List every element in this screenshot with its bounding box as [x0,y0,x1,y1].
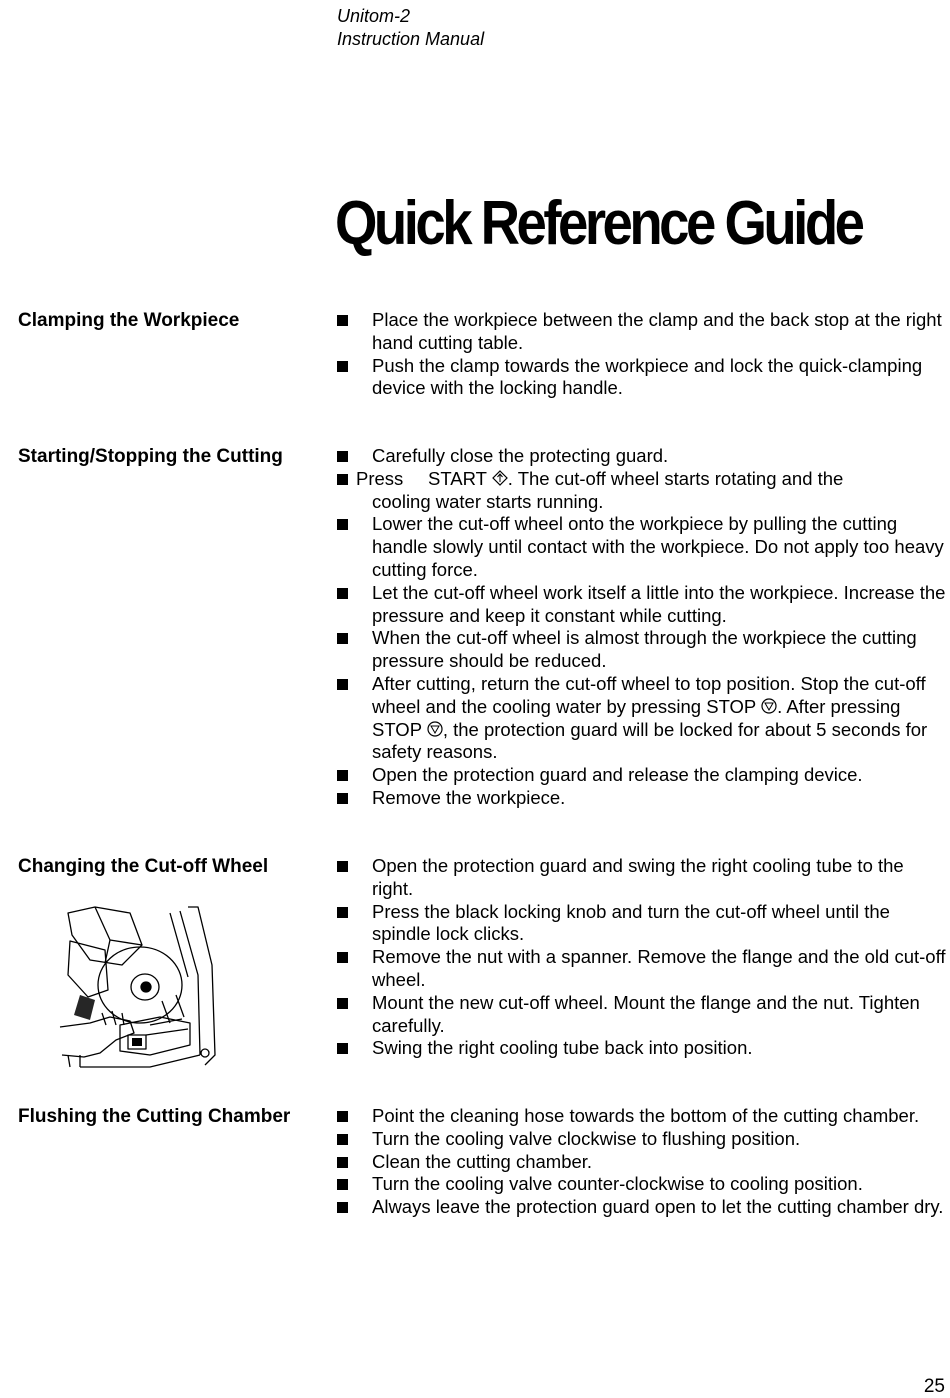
page-title: Quick Reference Guide [335,189,862,258]
list-item: Swing the right cooling tube back into position. [337,1037,947,1060]
instruction-list [337,309,947,400]
square-bullet-icon [337,633,348,644]
header-doc-type: Instruction Manual [337,29,485,49]
square-bullet-icon [337,1134,348,1145]
list-item: Push the clamp towards the workpiece and lock the quick-clamping device with the locking handle. [337,355,947,401]
header-product: Unitom-2 [337,6,411,26]
square-bullet-icon [337,1202,348,1213]
square-bullet-icon [337,679,348,690]
list-item: Mount the new cut-off wheel. Mount the flange and the nut. Tighten carefully. [337,992,947,1038]
square-bullet-icon [337,1111,348,1122]
square-bullet-icon [337,793,348,804]
square-bullet-icon [337,315,348,326]
list-item: Turn the cooling valve clockwise to flushing position. [337,1128,947,1151]
start-label: START [428,467,487,489]
list-item: Always leave the protection guard open to let the cutting chamber dry. [337,1196,947,1219]
instruction-list [337,855,947,1060]
list-item: Remove the workpiece. [337,787,947,810]
square-bullet-icon [337,474,348,485]
list-item: When the cut-off wheel is almost through the workpiece the cutting pressure should be reduced. [337,627,947,673]
list-item: Clean the cutting chamber. [337,1151,947,1174]
square-bullet-icon [337,861,348,872]
list-item: Carefully close the protecting guard. [337,445,947,468]
instruction-list [337,1105,947,1219]
list-item: Open the protection guard and swing the right cooling tube to the right. [337,855,947,901]
section-title: Changing the Cut-off Wheel [18,856,269,877]
square-bullet-icon [337,519,348,530]
list-item: Place the workpiece between the clamp and the back stop at the right hand cutting table. [337,309,947,355]
square-bullet-icon [337,1179,348,1190]
document-header [337,5,484,51]
section-title: Flushing the Cutting Chamber [18,1106,291,1127]
instruction-list [337,445,947,810]
press-label: Press [356,467,404,489]
section-title: Clamping the Workpiece [18,310,240,331]
square-bullet-icon [337,361,348,372]
start-button-icon [492,470,508,486]
square-bullet-icon [337,998,348,1009]
stop-button-icon [761,698,777,714]
square-bullet-icon [337,770,348,781]
list-item: Press the black locking knob and turn the cut-off wheel until the spindle lock clicks. [337,901,947,947]
list-item: Open the protection guard and release the clamping device. [337,764,947,787]
square-bullet-icon [337,588,348,599]
list-item: Point the cleaning hose towards the bottom of the cutting chamber. [337,1105,947,1128]
list-item: Let the cut-off wheel work itself a little into the workpiece. Increase the pressure and keep it constant while cutting. [337,582,947,628]
section-title: Starting/Stopping the Cutting [18,446,283,467]
square-bullet-icon [337,952,348,963]
stop-button-icon [427,721,443,737]
list-item: Remove the nut with a spanner. Remove the flange and the old cut-off wheel. [337,946,947,992]
list-item: Press START . The cut-off wheel starts rotating and the cooling water starts running. [337,468,947,514]
list-item: After cutting, return the cut-off wheel to top position. Stop the cut-off wheel and the cooling water by pressing STOP . After pressing STOP , the protection guard will be locked for about 5 seconds for safety reasons. [337,673,947,764]
list-item: Lower the cut-off wheel onto the workpiece by pulling the cutting handle slowly until contact with the workpiece. Do not apply too heavy cutting force. [337,513,947,581]
list-item: Turn the cooling valve counter-clockwise to cooling position. [337,1173,947,1196]
square-bullet-icon [337,907,348,918]
page-number: 25 [923,1376,945,1397]
cut-off-wheel-illustration [50,905,220,1070]
square-bullet-icon [337,451,348,462]
square-bullet-icon [337,1157,348,1168]
square-bullet-icon [337,1043,348,1054]
